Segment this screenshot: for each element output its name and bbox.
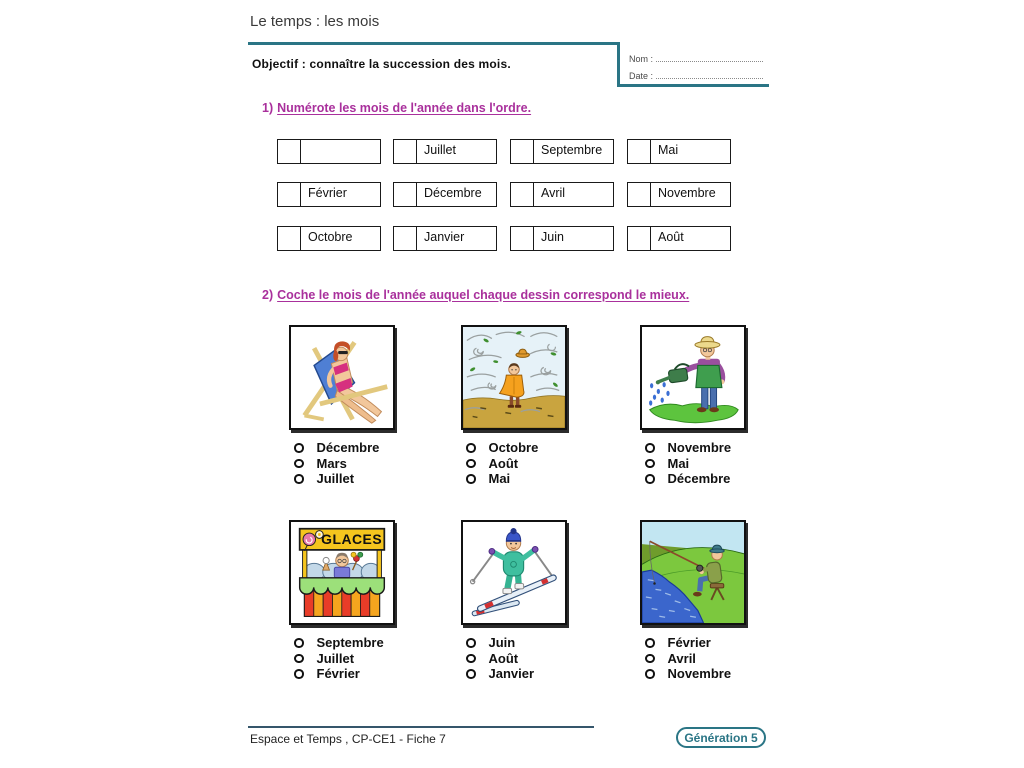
- option-label: Mai: [488, 471, 511, 487]
- number-cell[interactable]: [511, 140, 534, 163]
- option-label: Juillet: [316, 650, 355, 666]
- option-row: [461, 440, 601, 456]
- month-label: Juillet: [424, 143, 456, 157]
- exercise1-heading: [262, 101, 531, 115]
- option-row: [461, 635, 601, 651]
- ice-cream-stand-illustration: [291, 522, 393, 623]
- option-label: Novembre: [667, 440, 732, 456]
- skier-image: [461, 520, 567, 625]
- month-box: [627, 139, 731, 164]
- month-box: [627, 182, 731, 207]
- radio-button[interactable]: [466, 638, 476, 648]
- month-label: Juin: [541, 230, 564, 244]
- option-row: [640, 456, 780, 472]
- radio-button[interactable]: [645, 474, 655, 484]
- option-list: [289, 440, 429, 487]
- exercise1-number: 1): [262, 101, 274, 115]
- radio-button[interactable]: [294, 669, 304, 679]
- option-row: [640, 635, 780, 651]
- option-label: Octobre: [488, 440, 539, 456]
- child-skiing-illustration: [463, 522, 565, 623]
- name-write-line[interactable]: [656, 61, 763, 62]
- month-label: Avril: [541, 186, 566, 200]
- ex2-item-fisherman: [640, 520, 780, 682]
- radio-button[interactable]: [294, 638, 304, 648]
- name-label: Nom :: [629, 54, 654, 64]
- radio-button[interactable]: [466, 669, 476, 679]
- option-row: [640, 651, 780, 667]
- month-box: [510, 182, 614, 207]
- radio-button[interactable]: [294, 459, 304, 469]
- option-label: Août: [488, 455, 519, 471]
- month-label: Octobre: [308, 230, 353, 244]
- month-label: Août: [658, 230, 684, 244]
- option-label: Décembre: [316, 440, 380, 456]
- option-row: [640, 440, 780, 456]
- month-box: [277, 139, 381, 164]
- ex2-item-glaces: [289, 520, 429, 682]
- option-label: Mars: [316, 455, 347, 471]
- month-box: [393, 226, 497, 251]
- gardener-watering-illustration: [642, 327, 744, 428]
- generation5-badge: Génération 5: [676, 727, 766, 748]
- option-label: Août: [488, 650, 519, 666]
- option-label: Novembre: [667, 666, 732, 682]
- number-cell[interactable]: [511, 227, 534, 250]
- date-write-line[interactable]: [656, 78, 763, 79]
- option-row: [461, 471, 601, 487]
- month-label: Novembre: [658, 186, 716, 200]
- number-cell[interactable]: [628, 140, 651, 163]
- ex2-item-sunbathing: [289, 325, 429, 487]
- glaces-sign-text: GLACES: [321, 531, 383, 548]
- month-label: Février: [308, 186, 347, 200]
- month-label: Septembre: [541, 143, 603, 157]
- date-label: Date :: [629, 71, 654, 81]
- exercise2-heading: [262, 288, 689, 302]
- name-row: [629, 47, 765, 64]
- windy-autumn-illustration: [463, 327, 565, 428]
- option-row: [640, 471, 780, 487]
- option-list: [640, 440, 780, 487]
- option-row: [640, 666, 780, 682]
- date-row: [629, 64, 765, 81]
- radio-button[interactable]: [294, 654, 304, 664]
- footer-rule: [248, 726, 594, 728]
- month-label: Mai: [658, 143, 679, 157]
- month-label: Décembre: [424, 186, 482, 200]
- month-box: [277, 226, 381, 251]
- number-cell[interactable]: [278, 140, 301, 163]
- month-box: [393, 182, 497, 207]
- fisherman-image: [640, 520, 746, 625]
- exercise2-instruction: Coche le mois de l'année auquel chaque dessin correspond le mieux.: [277, 288, 690, 302]
- radio-button[interactable]: [645, 459, 655, 469]
- option-label: Juillet: [316, 471, 355, 487]
- option-row: [289, 651, 429, 667]
- name-date-box: [617, 42, 769, 87]
- option-row: [461, 651, 601, 667]
- ex2-item-gardener: [640, 325, 780, 487]
- option-label: Mai: [667, 455, 690, 471]
- radio-button[interactable]: [294, 443, 304, 453]
- page-title: Le temps : les mois: [250, 13, 380, 30]
- radio-button[interactable]: [466, 459, 476, 469]
- number-cell[interactable]: [394, 140, 417, 163]
- exercise1-instruction: Numérote les mois de l'année dans l'ordre.: [277, 101, 532, 115]
- option-label: Janvier: [488, 666, 535, 682]
- sunbathing-image: [289, 325, 395, 430]
- woman-sunbathing-illustration: [291, 327, 393, 428]
- month-box: [627, 226, 731, 251]
- gardener-image: [640, 325, 746, 430]
- ex2-item-skier: [461, 520, 601, 682]
- objective-text: Objectif : connaître la succession des mois.: [252, 57, 511, 71]
- radio-button[interactable]: [466, 654, 476, 664]
- option-row: [289, 666, 429, 682]
- number-cell[interactable]: [628, 183, 651, 206]
- month-box: [510, 139, 614, 164]
- windy-image: [461, 325, 567, 430]
- option-list: [461, 635, 601, 682]
- option-label: Février: [667, 635, 711, 651]
- number-cell[interactable]: [394, 227, 417, 250]
- option-row: [289, 635, 429, 651]
- option-label: Février: [316, 666, 360, 682]
- ice-cream-stand-image: [289, 520, 395, 625]
- footer-reference: Espace et Temps , CP-CE1 - Fiche 7: [250, 732, 446, 746]
- header-rule: [248, 42, 618, 45]
- option-label: Juin: [488, 635, 516, 651]
- month-label: Janvier: [424, 230, 465, 244]
- option-row: [289, 440, 429, 456]
- month-box: [277, 182, 381, 207]
- option-list: [461, 440, 601, 487]
- month-box: [393, 139, 497, 164]
- radio-button[interactable]: [294, 474, 304, 484]
- exercise2-number: 2): [262, 288, 274, 302]
- option-label: Avril: [667, 650, 696, 666]
- number-cell[interactable]: [278, 227, 301, 250]
- radio-button[interactable]: [645, 638, 655, 648]
- number-cell[interactable]: [511, 183, 534, 206]
- radio-button[interactable]: [645, 669, 655, 679]
- radio-button[interactable]: [466, 474, 476, 484]
- option-label: Décembre: [667, 471, 731, 487]
- man-fishing-illustration: [642, 522, 744, 623]
- option-list: [289, 635, 429, 682]
- radio-button[interactable]: [645, 443, 655, 453]
- radio-button[interactable]: [466, 443, 476, 453]
- option-row: [461, 456, 601, 472]
- option-row: [461, 666, 601, 682]
- ex2-item-windy: [461, 325, 601, 487]
- month-box: [510, 226, 614, 251]
- option-row: [289, 456, 429, 472]
- option-row: [289, 471, 429, 487]
- number-cell[interactable]: [394, 183, 417, 206]
- number-cell[interactable]: [278, 183, 301, 206]
- number-cell[interactable]: [628, 227, 651, 250]
- option-label: Septembre: [316, 635, 384, 651]
- month-label: [301, 140, 380, 163]
- radio-button[interactable]: [645, 654, 655, 664]
- option-list: [640, 635, 780, 682]
